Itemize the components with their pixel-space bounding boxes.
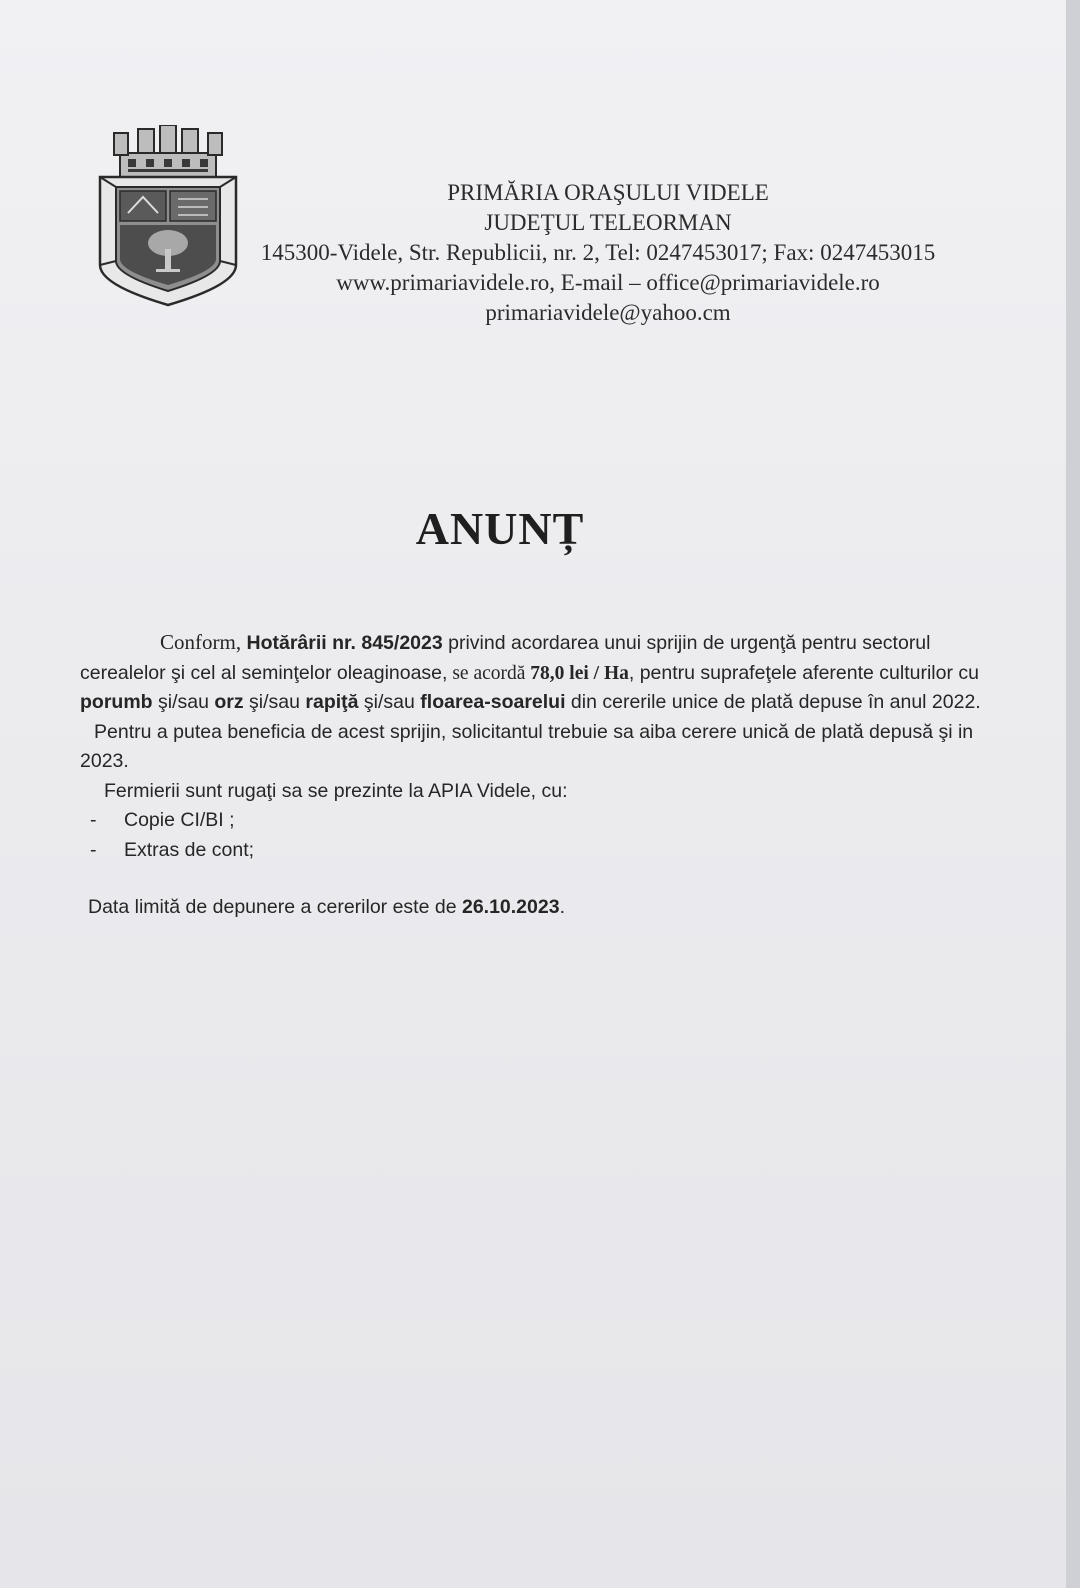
deadline-period: . [559,896,565,918]
announcement-title: ANUNȚ [415,503,585,554]
paragraph-instructions: Fermierii sunt rugaţi sa se prezinte la APIA Videle, cu: [104,779,568,802]
list-item-text: Extras de cont; [124,838,255,861]
connector-text: şi/sau [358,691,421,713]
crop-floarea-soarelui: floarea-soarelui [420,691,566,713]
list-item-text: Copie CI/BI ; [124,809,235,831]
deadline-line [88,893,1000,923]
letterhead-yahoo-email: primariavidele@yahoo.cm [485,300,731,325]
paragraph-decision [80,628,1000,718]
decision-reference: Hotărârii nr. 845/2023 [246,632,443,654]
institution-letterhead [228,178,988,328]
decision-text: privind acordarea unui sprijin de urgenţă pentru sectorul cerealelor şi cel al seminţelor oleaginoase, [80,632,931,684]
letterhead-web-email: www.primariavidele.ro, E-mail – office@primariavidele.ro [336,270,880,295]
letterhead-county: JUDEŢUL TELEORMAN [484,210,732,235]
letterhead-institution: PRIMĂRIA ORAŞULUI VIDELE [447,180,769,205]
list-dash: - [90,809,97,831]
required-documents-list [80,806,1000,865]
city-coat-of-arms-logo [98,125,238,307]
crop-rapita: rapiţă [305,691,359,713]
deadline-text: Data limită de depunere a cererilor este de [88,896,462,918]
grant-amount: 78,0 lei / Ha [530,662,629,684]
background-edge [1066,0,1080,1588]
paragraph-eligibility: Pentru a putea beneficia de acest sprijin, solicitantul trebuie sa aiba cerere unică de plată depusă şi in 2023. [80,720,974,772]
lead-word: Conform, [160,630,242,654]
crop-orz: orz [214,691,244,713]
list-dash: - [90,838,97,861]
connector-text: şi/sau [152,691,215,713]
letterhead-address: 145300-Videle, Str. Republicii, nr. 2, Tel: 0247453017; Fax: 0247453015 [260,240,936,265]
list-item [80,836,1000,866]
surface-text: , pentru suprafeţele aferente culturilor cu [628,661,979,684]
connector-text: şi/sau [243,691,306,713]
grant-text: se acordă [447,662,531,684]
crop-porumb: porumb [80,691,153,713]
deadline-date: 26.10.2023 [461,896,560,918]
announcement-body [80,628,1000,923]
list-item [80,806,1000,836]
paragraph-end-text: din cererile unice de plată depuse în anul 2022. [565,691,981,713]
